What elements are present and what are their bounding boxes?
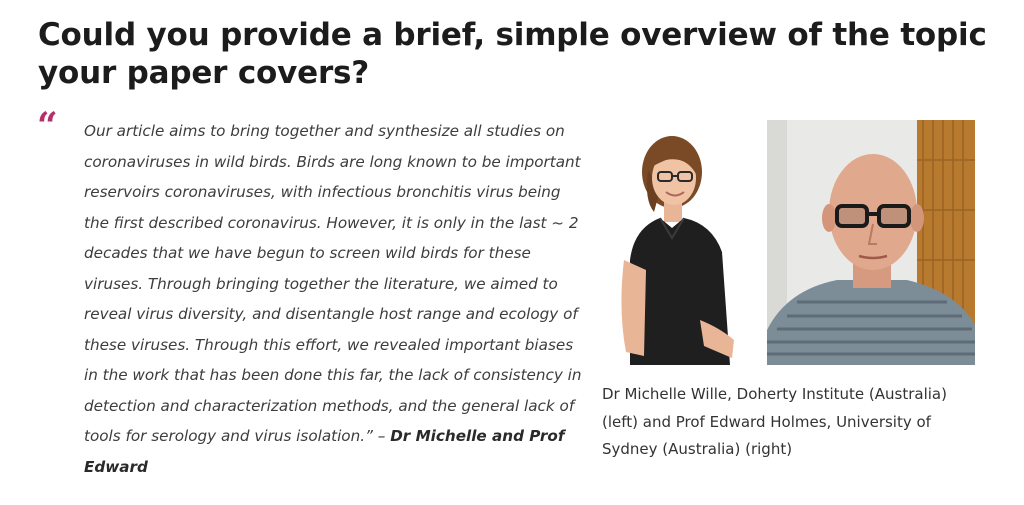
question-heading: Could you provide a brief, simple overview of the topic your paper covers? [38, 17, 987, 91]
quote-body: Our article aims to bring together and synthesize all studies on coronaviruses in wild birds. Birds are long known to be important reservoirs coronaviruses, with infectious bronchitis virus being the first described coronavirus. However, it is only in the last ~ 2 decades that we have begun to screen wild birds for these viruses. Through bringing together the literature, we aimed to reveal virus diversity, and disentangle host range and ecology of these viruses. Through this effort, we revealed important biases in the work that has been done this far, the lack of consistency in detection and characterization methods, and the general lack of tools for serology and virus isolation.” – [84, 122, 582, 445]
photo-caption: Dr Michelle Wille, Doherty Institute (Australia) (left) and Prof Edward Holmes, University of Sydney (Australia) (right) [602, 385, 947, 458]
photo-edward-holmes [767, 120, 975, 365]
quote-mark-icon: “ [37, 105, 58, 147]
photo-michelle-wille [600, 120, 760, 365]
quote-text [84, 116, 584, 482]
quote-attribution: Dr Michelle and Prof Edward [84, 427, 565, 476]
